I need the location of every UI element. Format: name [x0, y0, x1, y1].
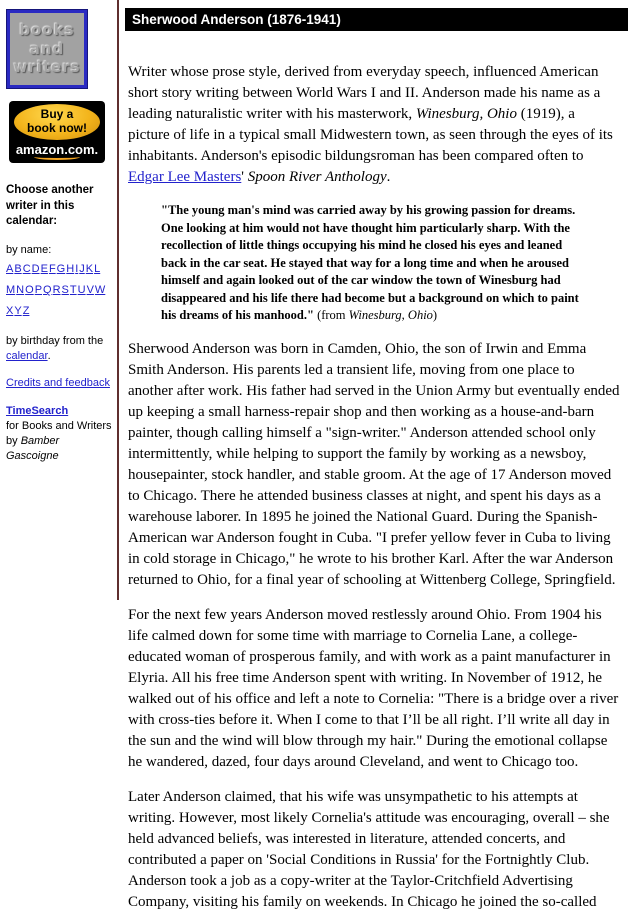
vertical-divider: [117, 0, 119, 600]
letter-link-l[interactable]: L: [94, 263, 101, 276]
letter-link-n[interactable]: N: [16, 284, 25, 297]
by-birthday-text: [6, 334, 113, 364]
letter-link-t[interactable]: T: [69, 284, 77, 297]
intro-text: .: [386, 169, 391, 185]
alphabet-row-3: [6, 300, 113, 321]
book-title-spoon-river: Spoon River Anthology: [247, 169, 387, 185]
quote-source-suffix: ): [432, 308, 438, 322]
letter-link-j[interactable]: J: [79, 263, 85, 276]
letter-link-q[interactable]: Q: [43, 284, 52, 297]
later-claims-paragraph: Later Anderson claimed, that his wife was unsympathetic to his attempts at writing. However, most likely Cornelia's attitude was encouraging, overall – she held advanced beliefs, was interested in literature, attended concerts, and contributed a paper on 'Social Conditions in Russia' for the Fortnightly Club. Anderson took a job as a copy-writer at the Taylor-Critchfield Advertising Company, visiting his family on weekends. In Chicago he joined the so-called: [128, 788, 610, 910]
logo-line: writers: [13, 58, 81, 77]
amazon-logo: amazon.com.: [15, 142, 99, 157]
choose-writer-heading: Choose another writer in this calendar:: [6, 184, 94, 228]
letter-link-a[interactable]: A: [6, 263, 14, 276]
main-content: [125, 0, 628, 910]
by-birthday-period: .: [47, 349, 51, 362]
timesearch-link[interactable]: TimeSearch: [6, 405, 69, 418]
by-name-label: by name:: [6, 243, 52, 256]
timesearch-by: by: [6, 435, 21, 448]
by-birthday-label: by birthday from the: [6, 334, 104, 347]
quote-source-prefix: (from: [313, 308, 349, 322]
quote-text: "The young man's mind was carried away by his growing passion for dreams. One looking at him would not have thought him particularly sharp. With the recollection of little things occupying his mind he closed his eyes and leaned back in the car seat. He stayed that way for a long time and when he aroused himself and again looked out of the car window the town of Winesburg had disappeared and his life there had become but a background on which to paint his dreams of his manhood.": [161, 203, 579, 322]
intro-text: Writer whose prose style, derived from everyday speech, influenced American short story writing between World Wars I and II. Anderson made his name as a leading naturalistic writer with his masterwork,: [128, 64, 601, 122]
alphabet-row-1: [6, 258, 113, 279]
letter-link-u[interactable]: U: [77, 284, 86, 297]
credits-block: [6, 377, 113, 389]
letter-link-w[interactable]: W: [94, 284, 106, 297]
calendar-link[interactable]: calendar: [6, 349, 48, 362]
letter-link-p[interactable]: P: [34, 284, 43, 297]
logo-line: books: [19, 20, 75, 39]
quote-source-title: Winesburg, Ohio: [348, 308, 433, 322]
amazon-buy-line2: book now!: [27, 121, 87, 135]
letter-link-x[interactable]: X: [6, 304, 14, 317]
intro-text: ': [241, 169, 248, 185]
letter-link-r[interactable]: R: [52, 284, 61, 297]
edgar-lee-masters-link[interactable]: Edgar Lee Masters: [128, 169, 242, 185]
alphabet-row-2: [6, 279, 113, 300]
book-title-winesburg: Winesburg, Ohio: [415, 106, 517, 122]
timesearch-subtitle: for Books and Writers: [6, 420, 112, 433]
winesburg-quote: [161, 202, 590, 325]
letter-link-o[interactable]: O: [25, 284, 34, 297]
letter-link-v[interactable]: V: [86, 284, 94, 297]
biography-article: [125, 62, 628, 913]
letter-link-e[interactable]: E: [40, 263, 48, 276]
letter-link-b[interactable]: B: [14, 263, 22, 276]
letter-link-i[interactable]: I: [75, 263, 79, 276]
intro-paragraph: [128, 62, 620, 188]
amazon-buy-button[interactable]: [9, 101, 105, 163]
letter-link-s[interactable]: S: [61, 284, 69, 297]
intro-text: (1919), a picture of life in a typical small Midwestern town, as seen through the eyes of its inhabitants. Anderson's episodic bildungsroman has been compared often to: [128, 106, 613, 164]
logo-line: and: [29, 39, 65, 58]
amazon-buy-line1: Buy a: [40, 107, 74, 122]
early-life-paragraph: Sherwood Anderson was born in Camden, Ohio, the son of Irwin and Emma Smith Anderson. His parents led a transient life, moving from one place to another after work. His father had served in the Union Army but eventually ended up keeping a small harness-repair shop and then working as a house-and-barn painter, though calling himself a "sign-writer." Anderson attended school only intermittently, while helping to support the family by working as a newsboy, housepainter, stock handler, and stable groom. At the age of 17 Anderson moved to Chicago. There he attended business classes at night, and spent his days as a warehouse laborer. In 1895 he joined the National Guard. During the Spanish-American war Anderson fought in Cuba. "I prefer yellow fever in Cuba to living in cold storage in Chicago," he wrote to his brother Karl. After the war Anderson returned to Ohio, for a final year of schooling at Wittenberg College, Springfield.: [128, 340, 620, 588]
letter-link-f[interactable]: F: [48, 263, 56, 276]
letter-link-g[interactable]: G: [56, 263, 66, 276]
books-and-writers-logo[interactable]: [7, 10, 87, 88]
alphabet-index: [6, 258, 113, 320]
timesearch-author: Bamber Gascoigne: [6, 435, 60, 462]
sidebar: [0, 0, 117, 600]
page-title-bar: [125, 8, 628, 31]
letter-link-y[interactable]: Y: [14, 304, 22, 317]
credits-feedback-link[interactable]: Credits and feedback: [6, 377, 110, 390]
page-title: Sherwood Anderson (1876-1941): [132, 12, 341, 27]
amazon-buy-oval: [14, 104, 100, 140]
letter-link-m[interactable]: M: [6, 284, 16, 297]
ohio-years-paragraph: For the next few years Anderson moved restlessly around Ohio. From 1904 his life calmed down for some time with marriage to Cornelia Lane, a college-educated woman of prosperous family, and with work as a paint manufacturer in Elyria. All his free time Anderson spent with writing. In November of 1912, he walked out of his office and left a note to Cornelia: "There is a bridge over a river with cross-ties before it. When I come to that I’ll be all right. I’ll write all day in the sun and the wind will blow through my hair." During the emotional collapse he wandered, dazed, four days around Cleveland, and went to Chicago too.: [128, 606, 619, 770]
timesearch-block: [6, 404, 113, 463]
letter-link-h[interactable]: H: [66, 263, 75, 276]
letter-link-k[interactable]: K: [85, 263, 94, 276]
letter-link-z[interactable]: Z: [22, 304, 30, 317]
letter-link-d[interactable]: D: [31, 263, 40, 276]
letter-link-c[interactable]: C: [22, 263, 31, 276]
